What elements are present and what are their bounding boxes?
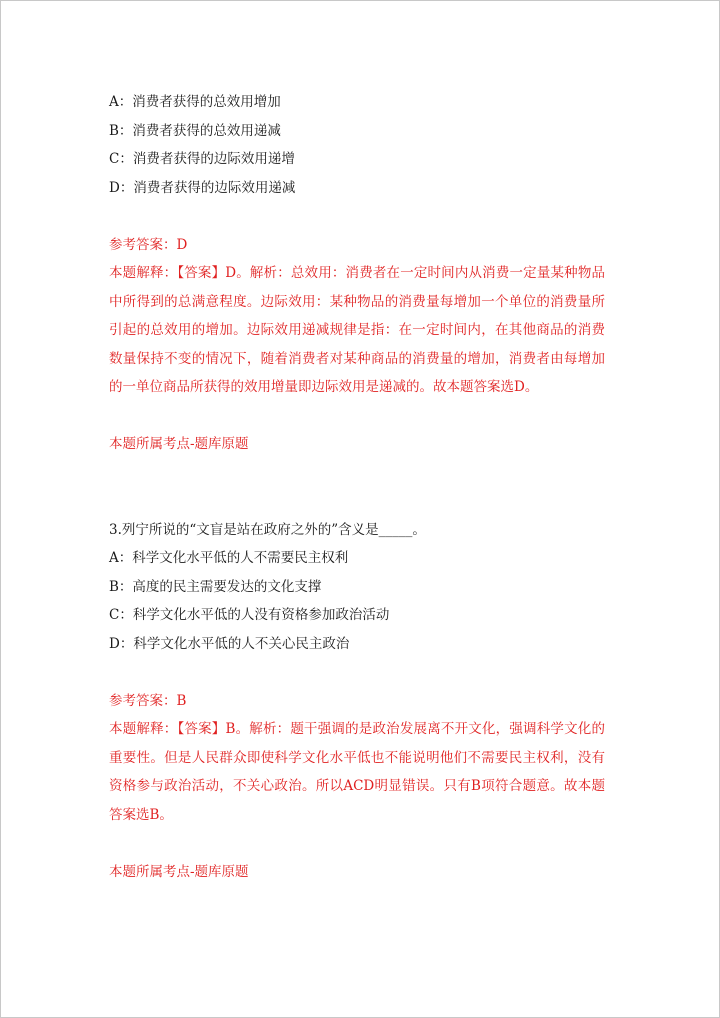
- answer-label: 参考答案：D: [109, 236, 188, 253]
- option-d: D：科学文化水平低的人不关心民主政治: [109, 635, 350, 652]
- spacer: [109, 402, 609, 431]
- document-content: [109, 88, 609, 886]
- source-label: 本题所属考点-题库原题: [109, 436, 249, 452]
- explanation-text: 本题解释：【答案】D。解析：总效用：消费者在一定时间内从消费一定量某种物品中所得到的总满意程度。边际效用：某种物品的消费量每增加一个单位的消费量所引起的总效用的增加。边际效用递减规律是指：在一定时间内，在其他商品的消费数量保持不变的情况下，随着消费者对某种商品的消费量的增加，消费者由每增加的一单位商品所获得的效用增量即边际效用是递减的。故本题答案选D。: [109, 265, 605, 395]
- spacer: [109, 459, 609, 516]
- question-3-text: 3.列宁所说的“文盲是站在政府之外的”含义是_____。: [109, 521, 426, 538]
- option-c: C：科学文化水平低的人没有资格参加政治活动: [109, 607, 390, 623]
- answer-label: 参考答案：B: [109, 692, 187, 709]
- option-b: B：高度的民主需要发达的文化支撑: [109, 578, 322, 595]
- option-a: A：消费者获得的总效用增加: [109, 94, 281, 110]
- question-3-options: [109, 544, 609, 658]
- option-c: C：消费者获得的边际效用递增: [109, 151, 295, 167]
- spacer: [109, 829, 609, 858]
- explanation-text: 本题解释：【答案】B。解析：题干强调的是政治发展离不开文化，强调科学文化的重要性。但是人民群众即使科学文化水平低也不能说明他们不需要民主权利，没有资格参与政治活动，不关心政治。所以ACD明显错误。只有B项符合题意。故本题答案选B。: [109, 721, 605, 823]
- option-d: D：消费者获得的边际效用递减: [109, 179, 296, 196]
- question-2-options: [109, 88, 609, 202]
- spacer: [109, 202, 609, 231]
- option-b: B：消费者获得的总效用递减: [109, 122, 281, 139]
- option-a: A：科学文化水平低的人不需要民主权利: [109, 550, 349, 566]
- source-label: 本题所属考点-题库原题: [109, 863, 249, 880]
- spacer: [109, 658, 609, 687]
